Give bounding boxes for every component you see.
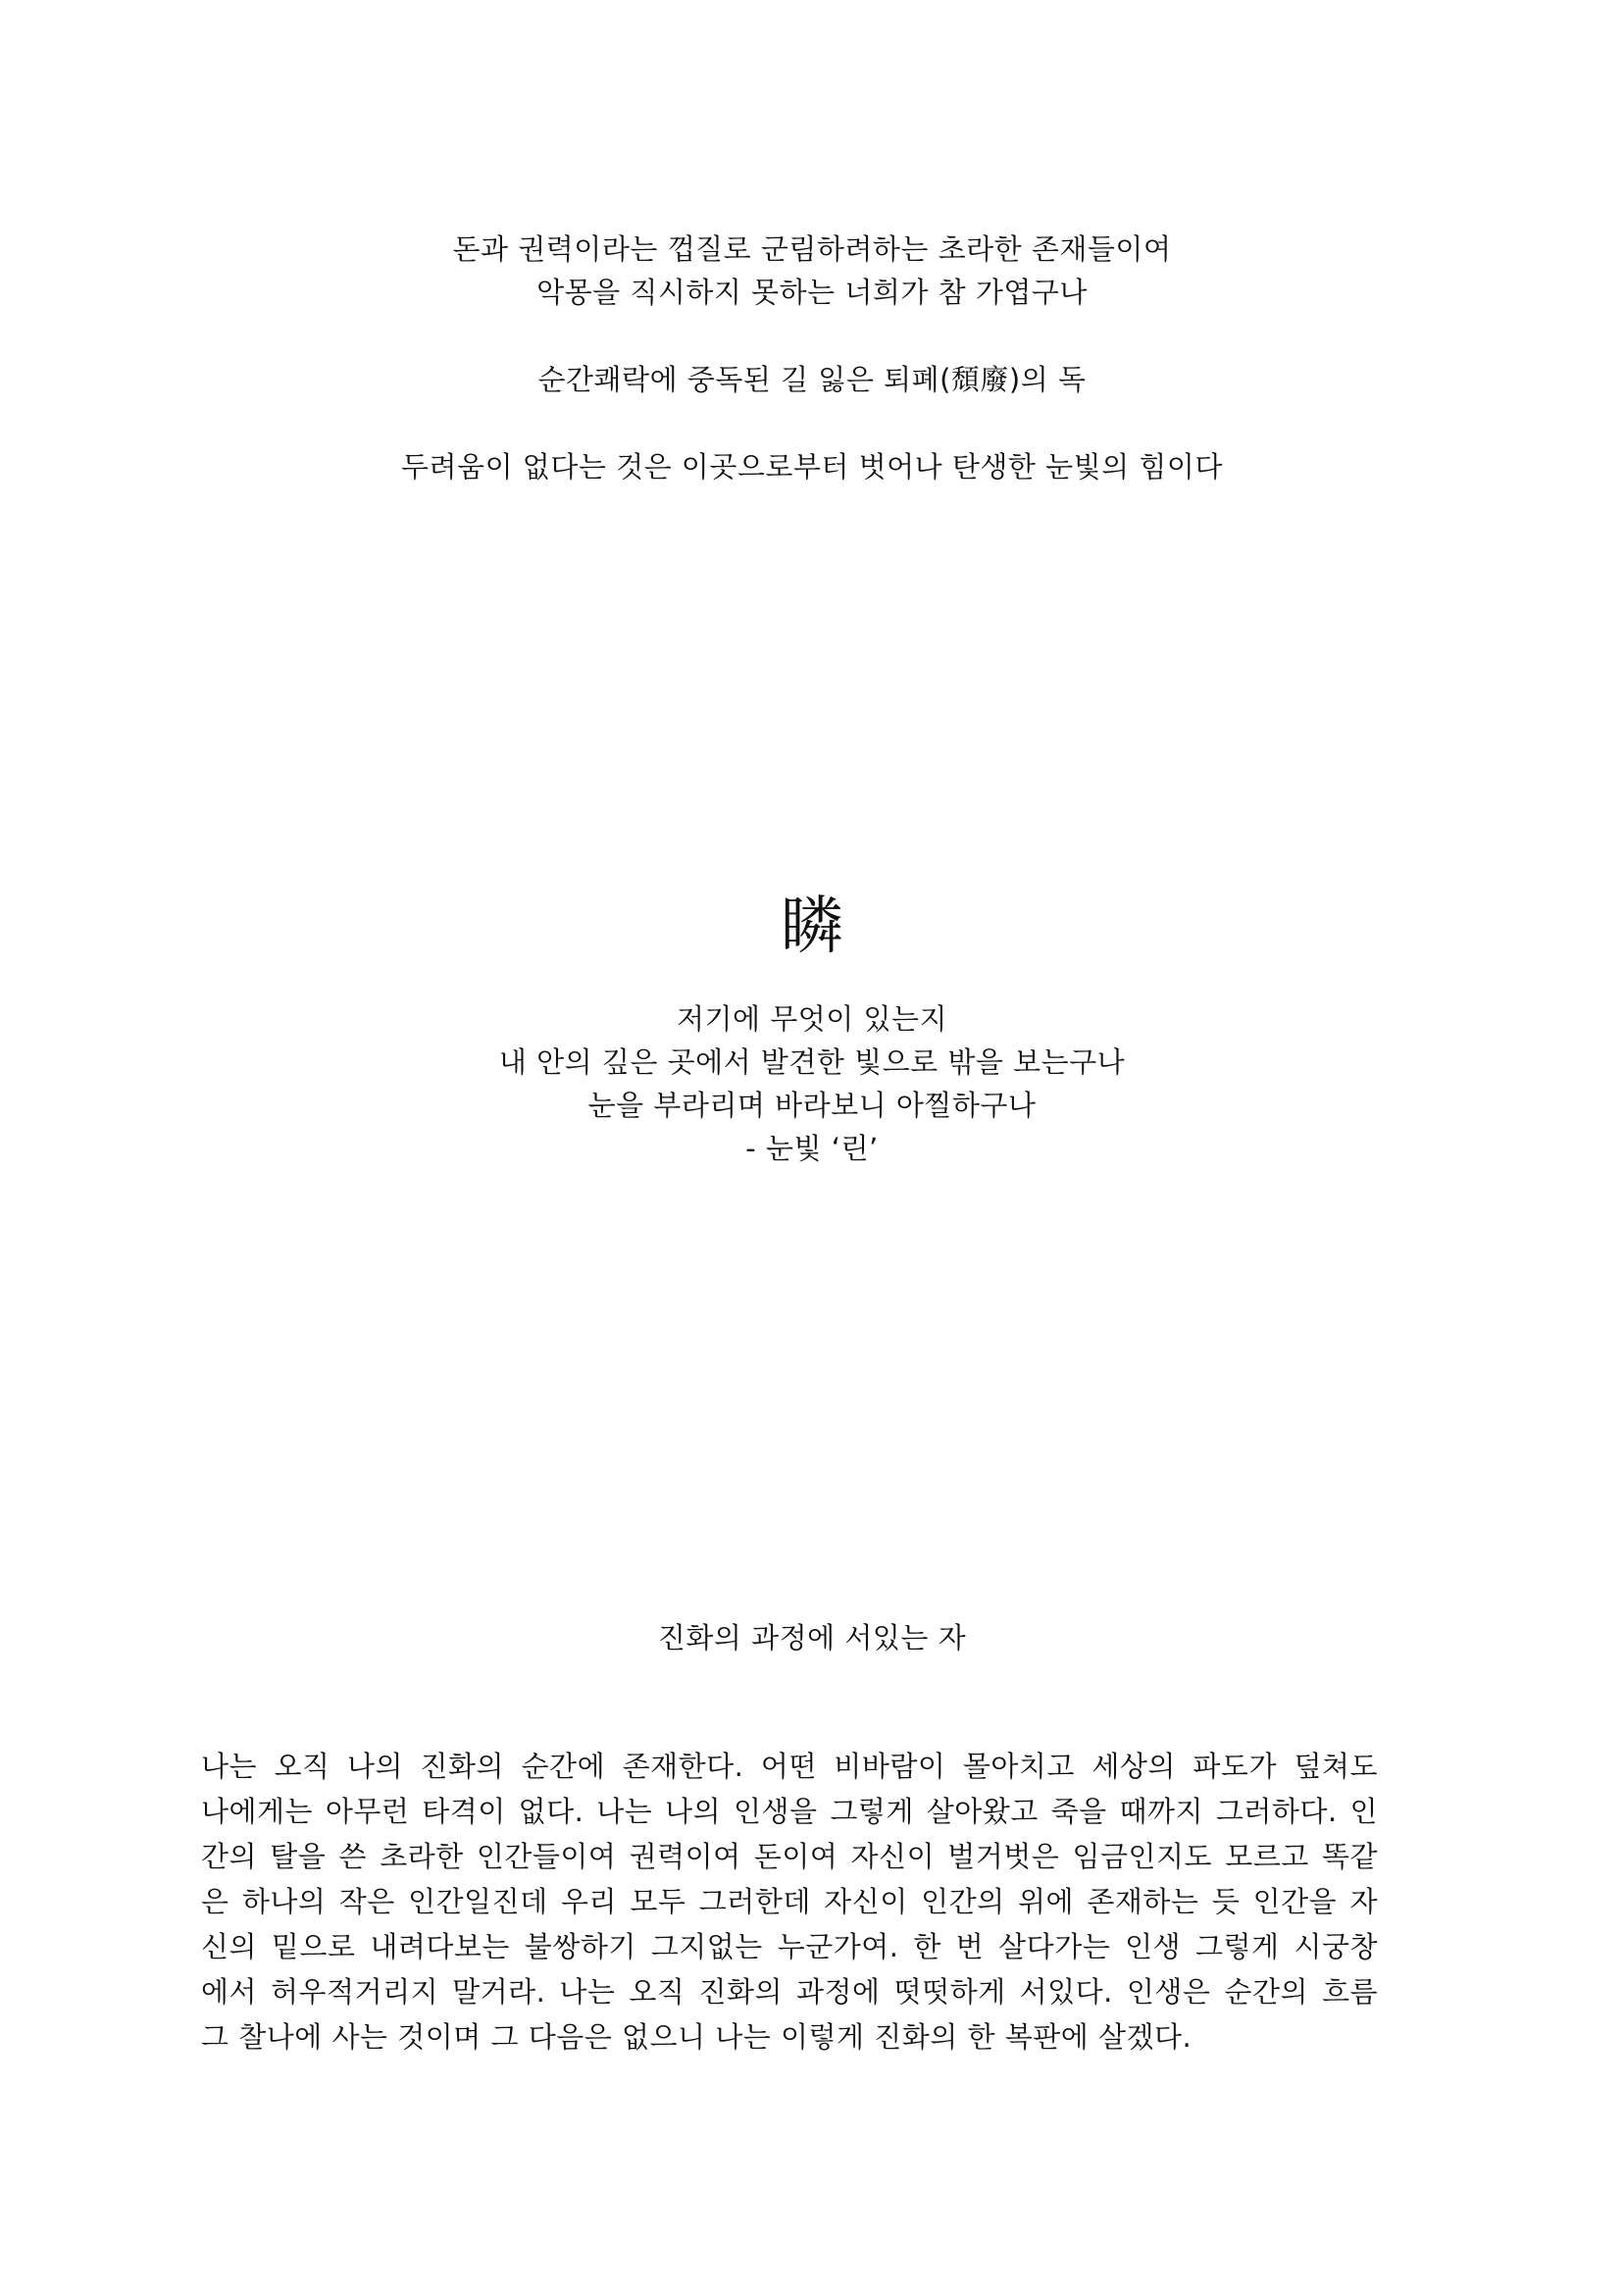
poem-line: 돈과 권력이라는 껍질로 군림하려하는 초라한 존재들이여 [452,232,1172,266]
poem-line: 순간쾌락에 중독된 길 잃은 퇴폐(頹廢)의 독 [537,363,1087,396]
essay-line: 신의 밑으로 내려다보는 불쌍하기 그지없는 누군가여. 한 번 살다가는 인생 그렇게 시궁창 [201,1930,1378,1963]
essay-line: 그 찰나에 사는 것이며 그 다음은 없으니 나는 이렇게 진화의 한 복판에 살겠다. [201,2020,1193,2054]
essay-line: 간의 탈을 쓴 초라한 인간들이여 권력이여 돈이여 자신이 벌거벗은 임금인지도 모르고 똑같 [201,1840,1378,1873]
essay-line: 에서 허우적거리지 말거라. 나는 오직 진화의 과정에 떳떳하게 서있다. 인생은 순간의 흐름 [201,1975,1378,2009]
opening-poem [0,228,1624,488]
poem-line: 저기에 무엇이 있는지 [676,1002,948,1036]
essay-line: 나에게는 아무런 타격이 없다. 나는 나의 인생을 그렇게 살아왔고 죽을 때까지 그러하다. 인 [201,1795,1378,1828]
poem-line: 악몽을 직시하지 못하는 너희가 참 가엽구나 [536,276,1088,309]
center-poem [0,997,1624,1170]
essay-line: 나는 오직 나의 진화의 순간에 존재한다. 어떤 비바람이 몰아치고 세상의 파도가 덮쳐도 [201,1750,1378,1783]
title-character: 瞵 [781,890,843,963]
essay-line: 은 하나의 작은 인간일진데 우리 모두 그러한데 자신이 인간의 위에 존재하는 듯 인간을 자 [201,1885,1378,1918]
stanza-gap [0,314,1624,358]
poem-line: 내 안의 깊은 곳에서 발견한 빛으로 밖을 보는구나 [498,1045,1126,1079]
poem-line: 두려움이 없다는 것은 이곳으로부터 벗어나 탄생한 눈빛의 힘이다 [401,450,1223,483]
essay-title [0,1616,1624,1659]
essay-title-text: 진화의 과정에 서있는 자 [657,1621,967,1654]
poem-line: 눈을 부라리며 바라보니 아찔하구나 [587,1089,1037,1122]
poem-attribution: - 눈빛 ‘린’ [745,1132,879,1165]
stanza-gap [0,401,1624,445]
essay-body [201,1744,1378,2060]
